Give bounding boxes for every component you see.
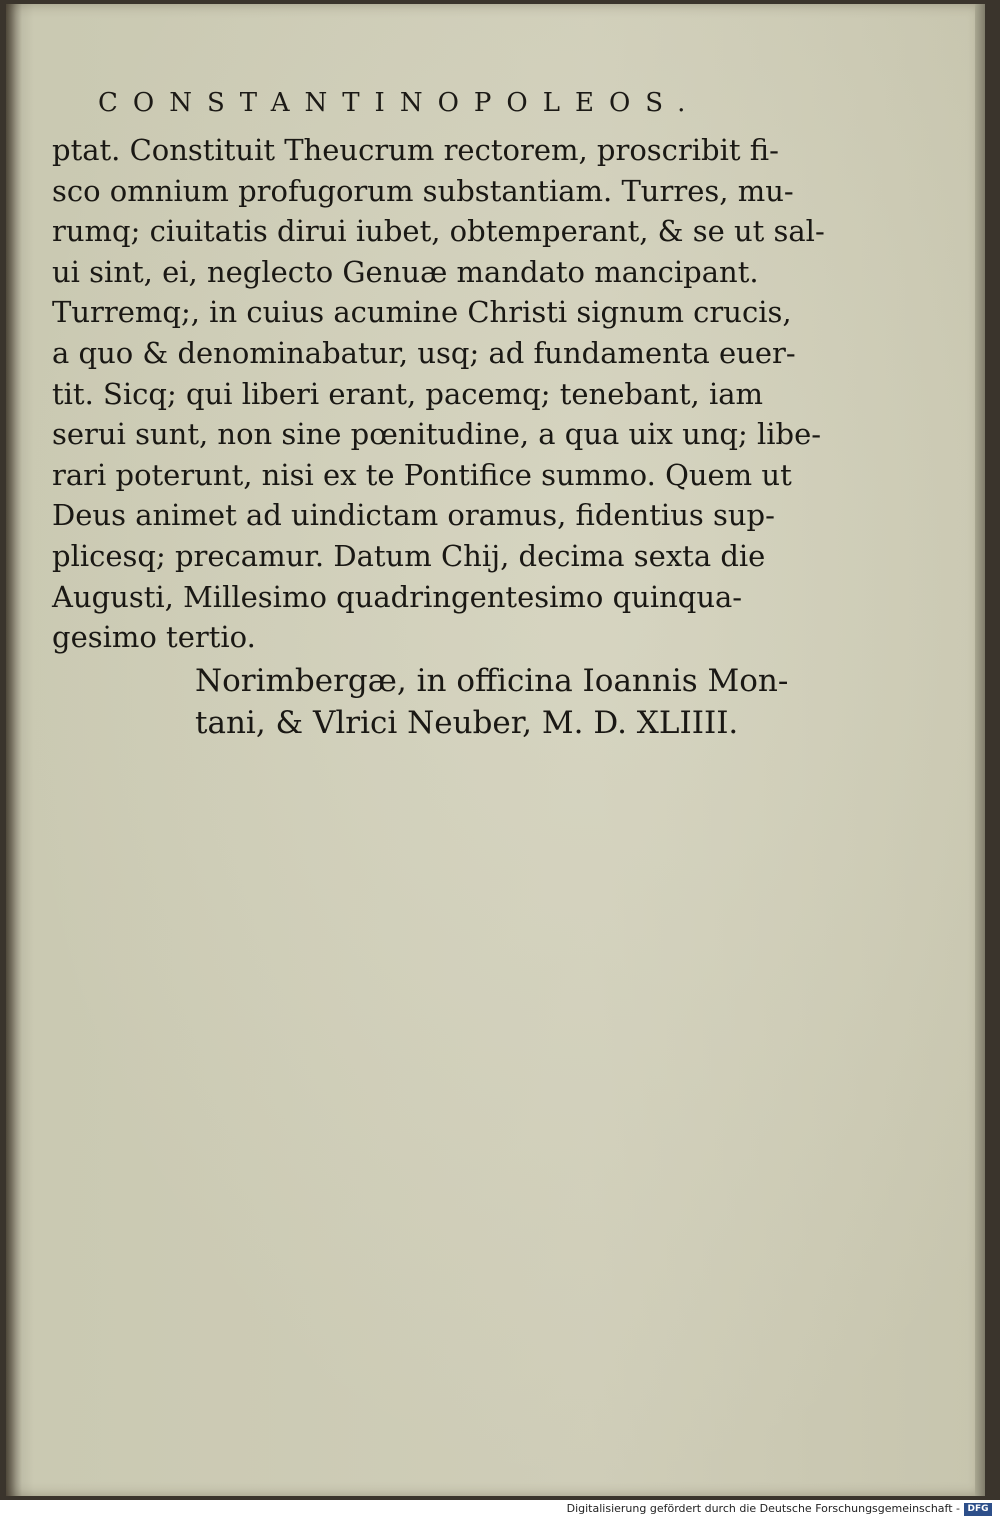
funding-credit: Digitalisierung gefördert durch die Deutsche Forschungsgemeinschaft - (566, 1502, 960, 1515)
text-line: rari poterunt, nisi ex te Pontifice summo. Quem ut (52, 457, 792, 492)
running-head: CONSTANTINOPOLEOS. (98, 88, 701, 118)
text-line: rumq; ciuitatis dirui iubet, obtemperant, & se ut sal- (52, 214, 825, 249)
dfg-logo: DFG (964, 1503, 992, 1516)
text-line: Turremq;, in cuius acumine Christi signum crucis, (52, 295, 792, 330)
body-text (52, 130, 825, 658)
spine-shadow (6, 4, 22, 1496)
text-line: Deus animet ad uindictam oramus, fidentius sup- (52, 498, 775, 533)
text-line: ui sint, ei, neglecto Genuæ mandato mancipant. (52, 254, 759, 289)
colophon-line: Norimbergæ, in officina Ioannis Mon- (195, 663, 789, 699)
text-line: gesimo tertio. (52, 620, 256, 655)
text-line: plicesq; precamur. Datum Chij, decima sexta die (52, 538, 766, 573)
text-line: sco omnium profugorum substantiam. Turres, mu- (52, 173, 794, 208)
colophon-line: tani, & Vlrici Neuber, M. D. XLIIII. (195, 705, 739, 741)
text-line: serui sunt, non sine pœnitudine, a qua uix unq; libe- (52, 417, 822, 452)
text-line: ptat. Constituit Theucrum rectorem, proscribit fi- (52, 133, 779, 167)
page-edge (975, 4, 985, 1496)
text-line: a quo & denominabatur, usq; ad fundamenta euer- (52, 335, 796, 370)
text-line: Augusti, Millesimo quadringentesimo quinqua- (52, 579, 743, 614)
text-line: tit. Sicq; qui liberi erant, pacemq; tenebant, iam (52, 376, 764, 411)
colophon (195, 660, 789, 744)
